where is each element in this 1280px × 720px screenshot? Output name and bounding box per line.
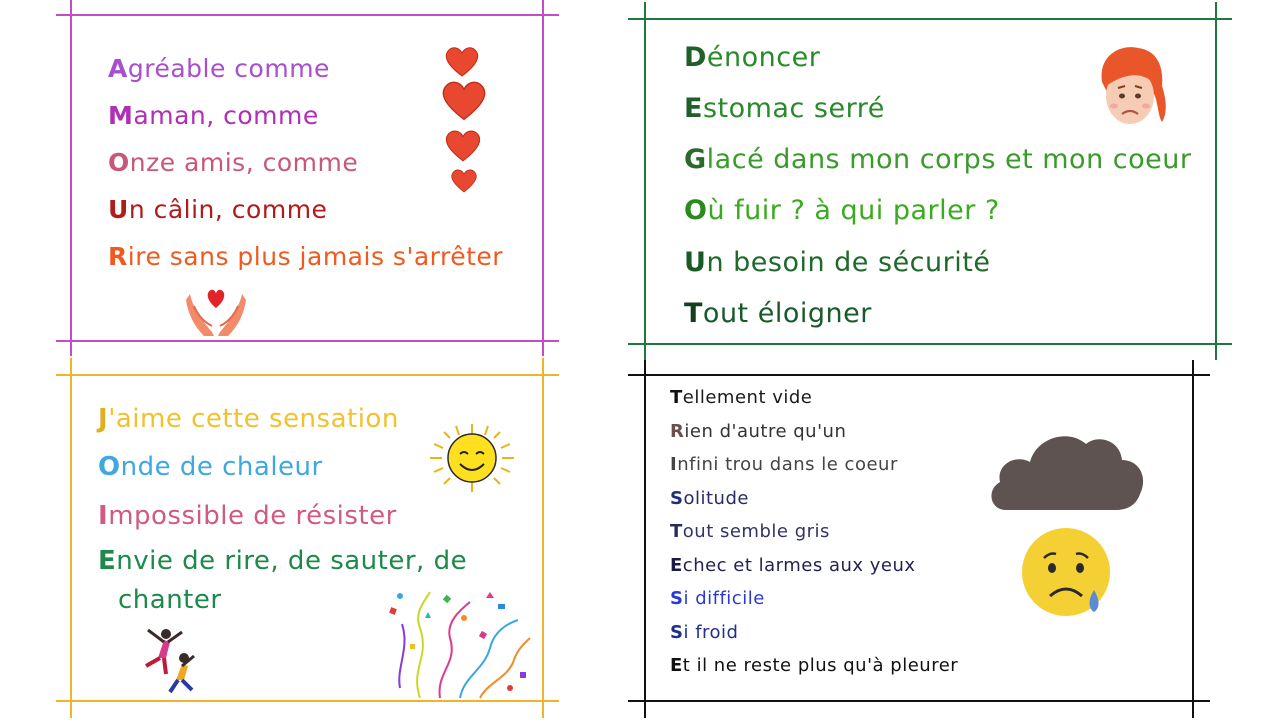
heart-icon	[444, 128, 482, 164]
acrostic-line: Solitude	[670, 488, 749, 509]
helping-hands-heart-icon	[184, 286, 248, 338]
crying-face-icon	[1018, 526, 1118, 620]
acrostic-line: Rien d'autre qu'un	[670, 421, 847, 442]
frame-line	[628, 343, 1232, 345]
frame-line	[628, 18, 1232, 20]
acrostic-line: Tout éloigner	[684, 298, 872, 329]
acrostic-line: Maman, comme	[108, 101, 319, 130]
acrostic-line: Rire sans plus jamais s'arrêter	[108, 242, 504, 271]
acrostic-line: Impossible de résister	[98, 501, 397, 531]
acrostic-line: Agréable comme	[108, 54, 330, 83]
acrostic-line: J'aime cette sensation	[98, 404, 399, 434]
smiling-sun-icon	[426, 422, 518, 494]
frame-line	[542, 0, 544, 356]
frame-line	[56, 374, 559, 376]
frame-line	[542, 358, 544, 718]
frame-line	[70, 358, 72, 718]
acrostic-line: Echec et larmes aux yeux	[670, 555, 916, 576]
heart-icon	[450, 168, 478, 194]
jumping-people-icon	[136, 624, 206, 696]
frame-line	[56, 700, 559, 702]
acrostic-line: Estomac serré	[684, 93, 885, 124]
acrostic-line: Infini trou dans le coeur	[670, 454, 898, 475]
storm-cloud-icon	[986, 424, 1148, 514]
acrostic-line: Envie de rire, de sauter, de	[98, 546, 468, 576]
acrostic-line: Si froid	[670, 622, 739, 643]
frame-line	[1192, 360, 1194, 718]
acrostic-line: Tout semble gris	[670, 521, 830, 542]
frame-line	[1215, 2, 1217, 360]
acrostic-line: Dénoncer	[684, 42, 821, 73]
acrostic-line: Glacé dans mon corps et mon coeur	[684, 144, 1192, 175]
frame-line	[644, 2, 646, 360]
acrostic-line: Si difficile	[670, 588, 765, 609]
acrostic-line: Un besoin de sécurité	[684, 247, 991, 278]
heart-icon	[440, 80, 488, 122]
frame-line	[628, 700, 1210, 702]
acrostic-line: Onze amis, comme	[108, 148, 359, 177]
frame-line	[628, 374, 1210, 376]
frame-line	[70, 0, 72, 356]
confetti-icon	[380, 588, 532, 700]
acrostic-line: Tellement vide	[670, 387, 813, 408]
acrostic-line: Et il ne reste plus qu'à pleurer	[670, 655, 959, 676]
frame-line	[56, 14, 559, 16]
acrostic-line: Un câlin, comme	[108, 195, 328, 224]
acrostic-line: chanter	[118, 585, 222, 615]
sad-girl-face-icon	[1092, 42, 1172, 128]
acrostic-line: Onde de chaleur	[98, 452, 323, 482]
frame-line	[56, 340, 559, 342]
heart-icon	[444, 46, 480, 78]
frame-line	[644, 360, 646, 718]
acrostic-line: Où fuir ? à qui parler ?	[684, 195, 1000, 226]
